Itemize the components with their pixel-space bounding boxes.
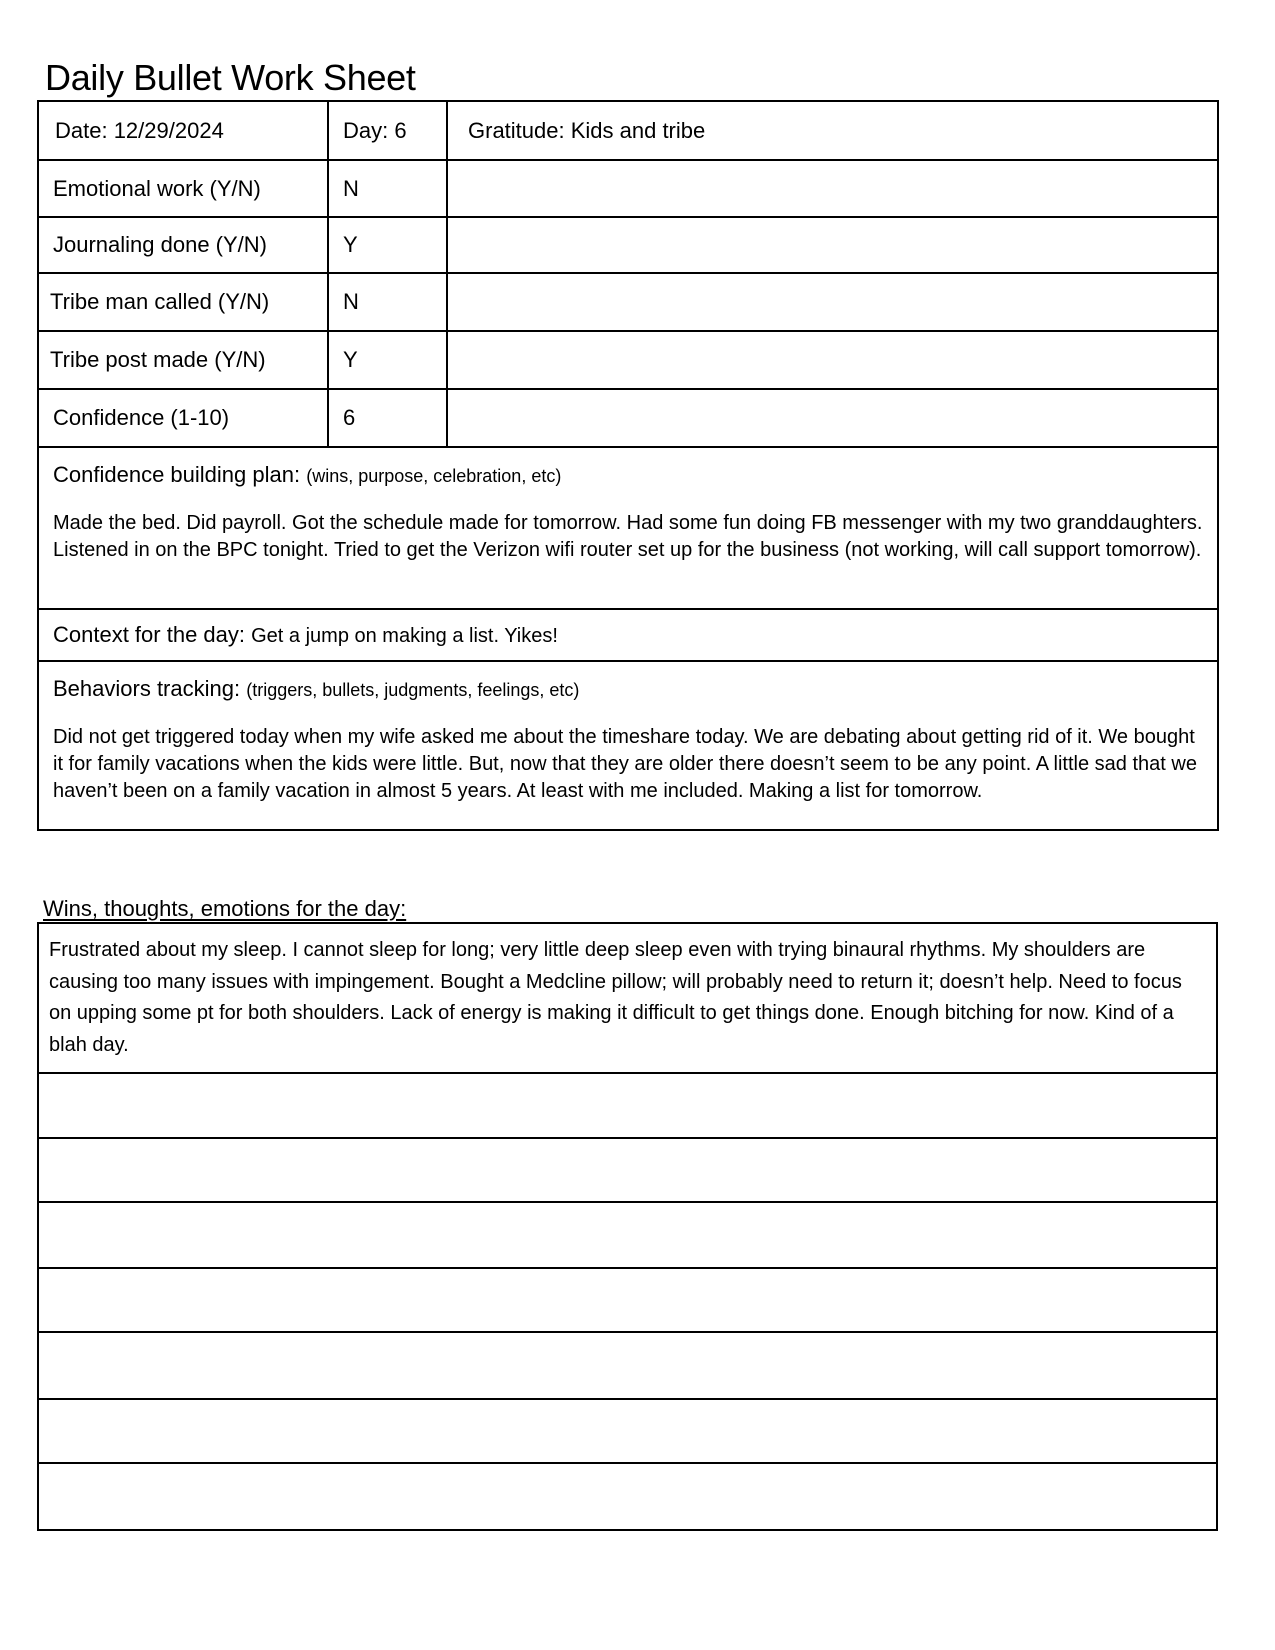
blank-line[interactable]: [39, 1269, 1216, 1333]
daily-tracking-table: [37, 100, 1219, 831]
behaviors-section: [39, 662, 1217, 829]
confidence-plan-heading: [53, 461, 1209, 490]
tracking-note[interactable]: [448, 218, 1217, 272]
blank-line[interactable]: [39, 1139, 1216, 1203]
tracking-value[interactable]: N: [329, 161, 448, 216]
tracking-note[interactable]: [448, 332, 1217, 388]
confidence-plan-section: [39, 448, 1217, 610]
tracking-row-tribe-post-made: [39, 332, 1217, 390]
tracking-label: Tribe post made (Y/N): [39, 332, 329, 388]
wins-text[interactable]: Frustrated about my sleep. I cannot sleep for long; very little deep sleep even with trying binaural rhythms. My shoulders are causing too many issues with impingement. Bought a Medcline pillow; will probably need to return it; doesn’t help. Need to focus on upping some pt for both shoulders. Lack of energy is making it difficult to get things done. Enough bitching for now. Kind of a blah day.: [39, 924, 1216, 1074]
context-text[interactable]: Get a jump on making a list. Yikes!: [251, 624, 558, 647]
tracking-label: Confidence (1-10): [39, 390, 329, 446]
tracking-row-journaling: [39, 218, 1217, 274]
tracking-label: Tribe man called (Y/N): [39, 274, 329, 330]
behaviors-heading: [53, 675, 1209, 704]
tracking-row-tribe-man-called: [39, 274, 1217, 332]
blank-line[interactable]: [39, 1333, 1216, 1400]
tracking-label: Journaling done (Y/N): [39, 218, 329, 272]
behaviors-hint: (triggers, bullets, judgments, feelings, etc): [246, 680, 580, 700]
tracking-value[interactable]: Y: [329, 218, 448, 272]
blank-line[interactable]: [39, 1400, 1216, 1464]
context-section: [39, 610, 1217, 662]
tracking-label: Emotional work (Y/N): [39, 161, 329, 216]
wins-section-label: Wins, thoughts, emotions for the day:: [43, 896, 407, 921]
gratitude-cell[interactable]: Gratitude: Kids and tribe: [468, 117, 706, 143]
tracking-value[interactable]: 6: [329, 390, 448, 446]
tracking-row-emotional-work: [39, 161, 1217, 218]
date-cell[interactable]: Date: 12/29/2024: [39, 102, 329, 159]
tracking-note[interactable]: [448, 390, 1217, 446]
tracking-value[interactable]: N: [329, 274, 448, 330]
blank-line[interactable]: [39, 1203, 1216, 1269]
confidence-plan-text[interactable]: Made the bed. Did payroll. Got the schedule made for tomorrow. Had some fun doing FB messenger with my two granddaughters. Listened in on the BPC tonight. Tried to get the Verizon wifi router set up for the business (not working, will call support tomorrow).: [53, 512, 1203, 561]
tracking-note[interactable]: [448, 274, 1217, 330]
tracking-value[interactable]: Y: [329, 332, 448, 388]
confidence-plan-title: Confidence building plan:: [53, 462, 301, 487]
day-cell[interactable]: Day: 6: [329, 102, 448, 159]
tracking-row-confidence: [39, 390, 1217, 448]
wins-table: [37, 922, 1218, 1531]
behaviors-title: Behaviors tracking:: [53, 676, 241, 701]
context-heading: [53, 621, 558, 650]
blank-line[interactable]: [39, 1074, 1216, 1139]
page-title: Daily Bullet Work Sheet: [45, 57, 416, 98]
header-row: [39, 102, 1217, 161]
confidence-plan-hint: (wins, purpose, celebration, etc): [306, 466, 562, 486]
behaviors-text[interactable]: Did not get triggered today when my wife asked me about the timeshare today. We are debating about getting rid of it. We bought it for family vacations when the kids were little. But, now that they are older there doesn’t seem to be any point. A little sad that we haven’t been on a family vacation in almost 5 years. At least with me included. Making a list for tomorrow.: [53, 726, 1197, 802]
context-title: Context for the day:: [53, 621, 245, 647]
tracking-note[interactable]: [448, 161, 1217, 216]
blank-line[interactable]: [39, 1464, 1216, 1529]
